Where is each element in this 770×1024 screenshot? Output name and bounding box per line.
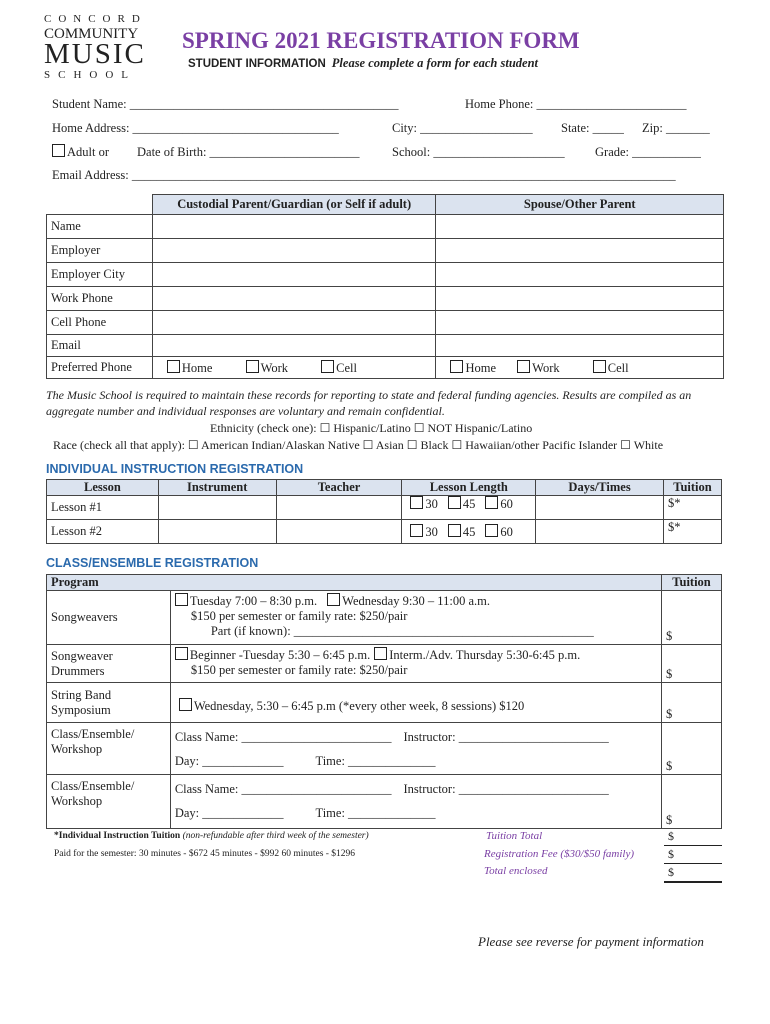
option-label: Home [181, 360, 213, 375]
parent1-cell[interactable] [152, 239, 436, 263]
days-cell[interactable] [536, 496, 664, 520]
race-line[interactable]: Race (check all that apply): ☐ American Indian/Alaskan Native ☐ Asian ☐ Black ☐ Hawaiian/other Pacific Islander ☐ White [53, 438, 664, 452]
instrument-cell[interactable] [158, 520, 276, 544]
class-name-field[interactable]: Class Name: ________________________ [174, 782, 392, 796]
option-label: Work [260, 360, 289, 375]
option-string: Wednesday, 5:30 – 6:45 p.m (*every other week, 8 sessions) $120 [193, 698, 525, 713]
parent1-cell[interactable] [152, 287, 436, 311]
option-label: Cell [336, 360, 358, 375]
notice-line-1: The Music School is required to maintain these records for reporting to state and federal funding agencies. Results are compiled as an [46, 388, 692, 402]
row-label: Work Phone [47, 287, 153, 311]
col-lesson: Lesson [47, 480, 159, 496]
paid-note: Paid for the semester: 30 minutes - $672 45 minutes - $992 60 minutes - $1296 [54, 849, 356, 859]
checkbox[interactable] [179, 698, 192, 711]
col-tuition: Tuition [663, 480, 721, 496]
program-drummers [47, 645, 171, 683]
class-name-field[interactable]: Class Name: ________________________ [174, 730, 392, 744]
days-cell[interactable] [536, 520, 664, 544]
dollar: $ [668, 865, 674, 879]
part-field[interactable]: Part (if known): ________________________________________________ [210, 624, 594, 638]
option-label: Cell [607, 360, 629, 375]
length-label: 45 [462, 524, 476, 539]
logo-line-1: CONCORD [44, 13, 147, 25]
program-name: String Band [51, 687, 112, 702]
individual-heading: INDIVIDUAL INSTRUCTION REGISTRATION [46, 462, 304, 476]
checkbox[interactable] [167, 360, 180, 373]
reverse-note: Please see reverse for payment information [478, 934, 704, 949]
length-label: 30 [425, 524, 438, 539]
program-name: Class/Ensemble/ [51, 727, 135, 741]
note-italic: (non-refundable after third week of the semester) [182, 831, 369, 841]
option-label: Home [465, 360, 497, 375]
home-phone-field[interactable]: Home Phone: ________________________ [465, 97, 687, 111]
col-length: Lesson Length [402, 480, 536, 496]
option-tue: Tuesday 7:00 – 8:30 p.m. [189, 594, 318, 608]
student-name-field[interactable]: Student Name: ___________________________________________ [52, 97, 399, 111]
email-field[interactable]: Email Address: _______________________________________________________________________________________ [52, 168, 676, 182]
songweavers-options [170, 591, 661, 645]
parent2-cell[interactable] [436, 311, 724, 335]
city-field[interactable]: City: __________________ [392, 121, 533, 135]
header-spacer [170, 575, 661, 591]
option-wed: Wednesday 9:30 – 11:00 a.m. [342, 594, 490, 608]
option-interm: Interm./Adv. Thursday 5:30-6:45 p.m. [389, 648, 581, 662]
checkbox[interactable] [327, 593, 340, 606]
instructor-field[interactable]: Instructor: ________________________ [403, 730, 609, 744]
checkbox[interactable] [517, 360, 530, 373]
program-name: Symposium [51, 702, 111, 717]
checkbox[interactable] [448, 524, 461, 537]
section-label: STUDENT INFORMATION [188, 58, 326, 70]
lesson-label: Lesson #1 [47, 496, 159, 520]
col-days: Days/Times [536, 480, 664, 496]
day-field[interactable]: Day: _____________ [174, 806, 284, 820]
row-label: Email [47, 335, 153, 357]
rate-text: $150 per semester or family rate: $250/pair [190, 609, 408, 623]
reg-fee-field[interactable] [664, 847, 722, 864]
form-title: SPRING 2021 REGISTRATION FORM [182, 28, 580, 53]
grade-field[interactable]: Grade: ___________ [595, 145, 701, 159]
tuition-total-field[interactable] [664, 829, 722, 846]
row-label: Employer City [47, 263, 153, 287]
instruction: Please complete a form for each student [331, 56, 539, 70]
parent2-phone-options [436, 357, 724, 379]
logo-line-2: COMMUNITY [44, 26, 139, 42]
dollar: $ [668, 829, 674, 843]
program-name: Songweaver [51, 648, 113, 663]
notice-line-2: aggregate number and individual responses are voluntary and remain confidential. [46, 404, 445, 418]
length-label: 60 [500, 524, 513, 539]
phone-cell-option[interactable] [593, 361, 629, 375]
checkbox[interactable] [321, 360, 334, 373]
phone-work-option[interactable] [246, 361, 288, 375]
workshop-1-fields [170, 723, 661, 775]
length-label: 30 [425, 497, 438, 511]
school-field[interactable]: School: _____________________ [392, 145, 565, 159]
dob-field[interactable]: Date of Birth: ________________________ [137, 145, 360, 159]
school-logo [44, 14, 148, 81]
teacher-cell[interactable] [276, 496, 402, 520]
program-name: Drummers [51, 663, 105, 678]
phone-home-option[interactable] [167, 361, 213, 375]
logo-line-3: MUSIC [44, 38, 146, 70]
length-label: 60 [500, 497, 513, 511]
program-workshop-1 [47, 723, 171, 775]
adult-option[interactable] [52, 144, 109, 160]
col-teacher: Teacher [276, 480, 402, 496]
program-name: Workshop [51, 742, 103, 756]
checkbox[interactable] [448, 496, 461, 509]
parent-table [46, 194, 724, 379]
option-label: Work [532, 360, 560, 375]
class-heading: CLASS/ENSEMBLE REGISTRATION [46, 556, 259, 570]
lesson-label: Lesson #2 [47, 520, 159, 544]
form-subtitle [188, 56, 538, 71]
note-bold: *Individual Instruction Tuition [54, 831, 181, 841]
checkbox[interactable] [593, 360, 606, 373]
dollar: $ [668, 847, 674, 861]
parent1-cell[interactable] [152, 263, 436, 287]
reg-fee-label: Registration Fee ($30/$50 family) [484, 848, 634, 860]
adult-checkbox[interactable] [52, 144, 65, 157]
workshop-2-fields [170, 775, 661, 829]
parent1-cell[interactable] [152, 335, 436, 357]
adult-label: Adult or [67, 145, 110, 159]
parent-table-corner [47, 195, 153, 215]
option-beginner: Beginner -Tuesday 5:30 – 6:45 p.m. [189, 648, 371, 662]
checkbox[interactable] [450, 360, 463, 373]
program-string [47, 683, 171, 723]
parent1-phone-options [152, 357, 436, 379]
tuition-note [54, 831, 369, 841]
parent1-cell[interactable] [152, 215, 436, 239]
state-field[interactable]: State: _____ [561, 121, 624, 135]
tuition-cell[interactable]: $* [663, 520, 721, 544]
logo-line-4: SCHOOL [44, 69, 137, 81]
parent2-cell[interactable] [436, 263, 724, 287]
tuition-dollar[interactable]: $ [662, 683, 722, 723]
time-field[interactable]: Time: ______________ [315, 806, 436, 820]
parent2-cell[interactable] [436, 215, 724, 239]
phone-cell-option[interactable] [321, 361, 357, 375]
tuition-dollar[interactable]: $ [662, 591, 722, 645]
row-label: Employer [47, 239, 153, 263]
length-options [402, 520, 536, 544]
instructor-field[interactable]: Instructor: ________________________ [403, 782, 609, 796]
tuition-dollar[interactable]: $ [662, 775, 722, 829]
checkbox[interactable] [374, 647, 387, 660]
parent2-cell[interactable] [436, 239, 724, 263]
zip-field[interactable]: Zip: _______ [642, 121, 710, 135]
home-address-field[interactable]: Home Address: _________________________________ [52, 121, 339, 135]
col-instrument: Instrument [158, 480, 276, 496]
drummers-options [170, 645, 661, 683]
tuition-dollar[interactable]: $ [662, 723, 722, 775]
total-field[interactable] [664, 865, 722, 883]
tuition-dollar[interactable]: $ [662, 645, 722, 683]
parent-col-2: Spouse/Other Parent [436, 195, 724, 215]
day-field[interactable]: Day: _____________ [174, 754, 284, 768]
checkbox[interactable] [485, 524, 498, 537]
string-options [170, 683, 661, 723]
tuition-total-label: Tuition Total [486, 830, 543, 842]
class-table [46, 574, 722, 829]
lesson-table [46, 479, 722, 544]
checkbox[interactable] [410, 524, 423, 537]
col-class-tuition: Tuition [662, 575, 722, 591]
program-name: Class/Ensemble/ [51, 779, 135, 793]
tuition-cell[interactable]: $* [663, 496, 721, 520]
checkbox[interactable] [175, 593, 188, 606]
parent2-cell[interactable] [436, 287, 724, 311]
checkbox[interactable] [246, 360, 259, 373]
instrument-cell[interactable] [158, 496, 276, 520]
total-label: Total enclosed [484, 865, 548, 877]
program-name: Workshop [51, 794, 103, 808]
checkbox[interactable] [485, 496, 498, 509]
program-workshop-2 [47, 775, 171, 829]
length-label: 45 [462, 497, 476, 511]
rate-text: $150 per semester or family rate: $250/pair [190, 663, 408, 677]
row-label: Cell Phone [47, 311, 153, 335]
parent2-cell[interactable] [436, 335, 724, 357]
phone-home-option[interactable] [450, 361, 496, 375]
checkbox[interactable] [410, 496, 423, 509]
phone-work-option[interactable] [517, 361, 559, 375]
ethnicity-line[interactable]: Ethnicity (check one): ☐ Hispanic/Latino ☐ NOT Hispanic/Latino [210, 421, 533, 435]
program-songweavers: Songweavers [47, 591, 171, 645]
checkbox[interactable] [175, 647, 188, 660]
col-program: Program [47, 575, 171, 591]
parent-col-1: Custodial Parent/Guardian (or Self if adult) [152, 195, 436, 215]
time-field[interactable]: Time: ______________ [315, 754, 436, 768]
row-label: Name [47, 215, 153, 239]
teacher-cell[interactable] [276, 520, 402, 544]
row-label: Preferred Phone [47, 357, 153, 379]
length-options [402, 496, 536, 520]
parent1-cell[interactable] [152, 311, 436, 335]
